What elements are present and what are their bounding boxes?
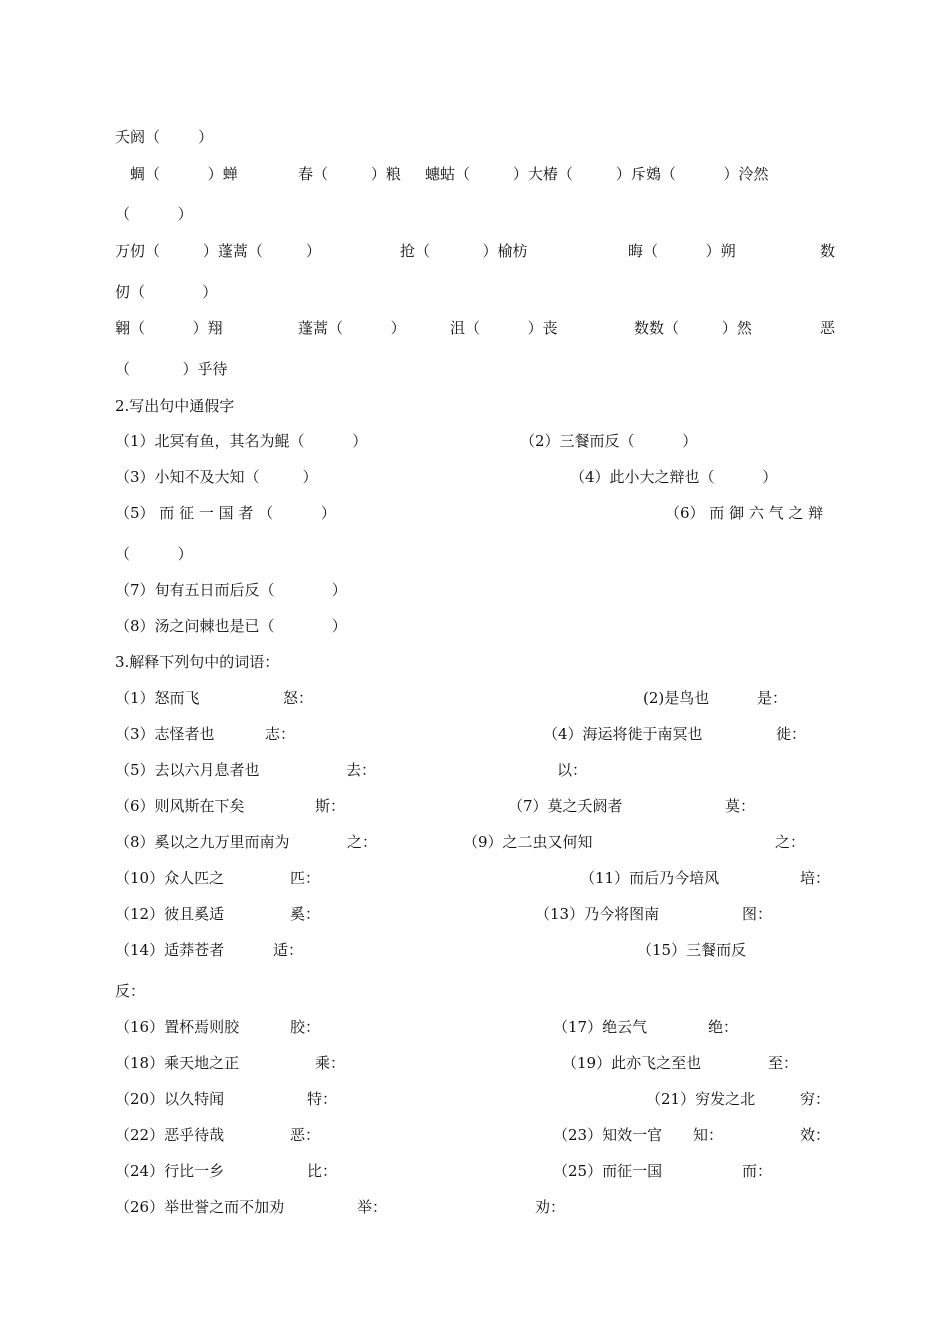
s2-item-1: （1）北冥有鱼，其名为鲲（ ）: [115, 432, 368, 450]
s3-q13-word: 图：: [742, 905, 773, 923]
s3-q25: （25）而征一国: [553, 1162, 663, 1180]
s3-q14: （14）适莽苍者: [115, 941, 225, 959]
s1-row1-b: 春（ ）粮: [298, 165, 401, 183]
s3-q12: （12）彼且奚适: [115, 905, 225, 923]
s3-q6-word: 斯：: [315, 797, 346, 815]
s1-row3-e: 恶: [820, 319, 836, 337]
s2-item-7: （7）旬有五日而后反（ ）: [115, 581, 347, 599]
s3-q24-word: 比：: [307, 1162, 338, 1180]
s3-q15-word: 反：: [115, 982, 146, 1000]
s3-q21-word: 穷：: [800, 1090, 831, 1108]
s3-q23-word2: 效：: [800, 1126, 831, 1144]
s3-q1: （1）怒而飞: [115, 689, 200, 707]
s3-q23: （23）知效一官: [553, 1126, 663, 1144]
s2-item-8: （8）汤之问棘也是已（ ）: [115, 617, 347, 635]
s1-row2-a: 万仞（ ）蓬蒿（ ）: [115, 242, 321, 260]
s3-q7: （7）莫之夭阏者: [508, 797, 623, 815]
s3-q10: （10）众人匹之: [115, 869, 225, 887]
s3-q16-word: 胶：: [290, 1018, 321, 1036]
s1-row3-b: 蓬蒿（ ）: [298, 319, 406, 337]
s3-q6: （6）则风斯在下矣: [115, 797, 245, 815]
s3-q5-word1: 去：: [346, 761, 377, 779]
s3-q23-word1: 知：: [693, 1126, 724, 1144]
s3-q24: （24）行比一乡: [115, 1162, 225, 1180]
s3-q7-word: 莫：: [725, 797, 756, 815]
s2-item-2: （2）三餐而反（ ）: [520, 432, 698, 450]
s3-q15: （15）三餐而反: [637, 941, 747, 959]
s2-item-6: （6） 而 御 六 气 之 辩: [665, 504, 824, 522]
s3-q20-word: 特：: [307, 1090, 338, 1108]
s1-row1b: （ ）: [115, 205, 193, 223]
s3-q17-word: 绝：: [708, 1018, 739, 1036]
s3-q13: （13）乃今将图南: [535, 905, 660, 923]
s3-q3-word: 志：: [265, 725, 296, 743]
s3-q21: （21）穷发之北: [646, 1090, 756, 1108]
s3-q20: （20）以久特闻: [115, 1090, 225, 1108]
s3-q2-word: 是：: [757, 689, 788, 707]
s1-row2b: 仞（ ）: [115, 283, 218, 301]
s3-q9: （9）之二虫又何知: [463, 833, 593, 851]
s3-q12-word: 奚：: [290, 905, 321, 923]
s3-q2: (2)是鸟也: [643, 689, 710, 707]
s3-q25-word: 而：: [742, 1162, 773, 1180]
s3-q10-word: 匹：: [290, 869, 321, 887]
s1-row2-b: 抢（ ）榆枋: [400, 242, 528, 260]
s3-q4-word: 徙：: [776, 725, 807, 743]
s1-row2-d: 数: [820, 242, 836, 260]
s2-item-3: （3）小知不及大知（ ）: [115, 468, 318, 486]
s3-q19: （19）此亦飞之至也: [562, 1054, 702, 1072]
s3-q8-word: 之：: [347, 833, 378, 851]
s1-row3-a: 翱（ ）翔: [115, 319, 223, 337]
s1-row1-c: 蟪蛄（ ）大椿（ ）斥鴳（ ）泠然: [425, 165, 769, 183]
s3-q1-word: 怒：: [283, 689, 314, 707]
s2-item-4: （4）此小大之辩也（ ）: [570, 468, 778, 486]
s2-title: 2.写出句中通假字: [115, 397, 235, 415]
s1-row2-c: 晦（ ）朔: [628, 242, 736, 260]
s3-q19-word: 至：: [768, 1054, 799, 1072]
s2-item-5: （5） 而 征 一 国 者 （ ）: [115, 504, 336, 522]
s3-q9-word: 之：: [775, 833, 806, 851]
s3-q17: （17）绝云气: [553, 1018, 648, 1036]
s2-item-6b: （ ）: [115, 545, 193, 563]
s1-row3-c: 沮（ ）丧: [450, 319, 558, 337]
s3-q11: （11）而后乃今培风: [580, 869, 720, 887]
s1-row1-a: 蜩（ ）蝉: [130, 165, 238, 183]
s1-row3-d: 数数（ ）然: [634, 319, 752, 337]
s3-q3: （3）志怪者也: [115, 725, 215, 743]
s3-q14-word: 适：: [273, 941, 304, 959]
s3-q18: （18）乘天地之正: [115, 1054, 240, 1072]
s3-q18-word: 乘：: [315, 1054, 346, 1072]
s3-q8: （8）奚以之九万里而南为: [115, 833, 290, 851]
s3-q22-word: 恶：: [290, 1126, 321, 1144]
s1-row3b: （ ）乎待: [115, 360, 228, 378]
s3-q26: （26）举世誉之而不加劝: [115, 1198, 285, 1216]
s3-q26-word1: 举：: [357, 1198, 388, 1216]
s3-q11-word: 培：: [800, 869, 831, 887]
s3-q26-word2: 劝：: [535, 1198, 566, 1216]
s3-q22: （22）恶乎待哉: [115, 1126, 225, 1144]
s3-q16: （16）置杯焉则胶: [115, 1018, 240, 1036]
s3-title: 3.解释下列句中的词语：: [115, 653, 280, 671]
s1-row0: 夭阏（ ）: [115, 128, 214, 146]
s3-q4: （4）海运将徙于南冥也: [543, 725, 703, 743]
s3-q5: （5）去以六月息者也: [115, 761, 260, 779]
s3-q5-word2: 以：: [557, 761, 588, 779]
